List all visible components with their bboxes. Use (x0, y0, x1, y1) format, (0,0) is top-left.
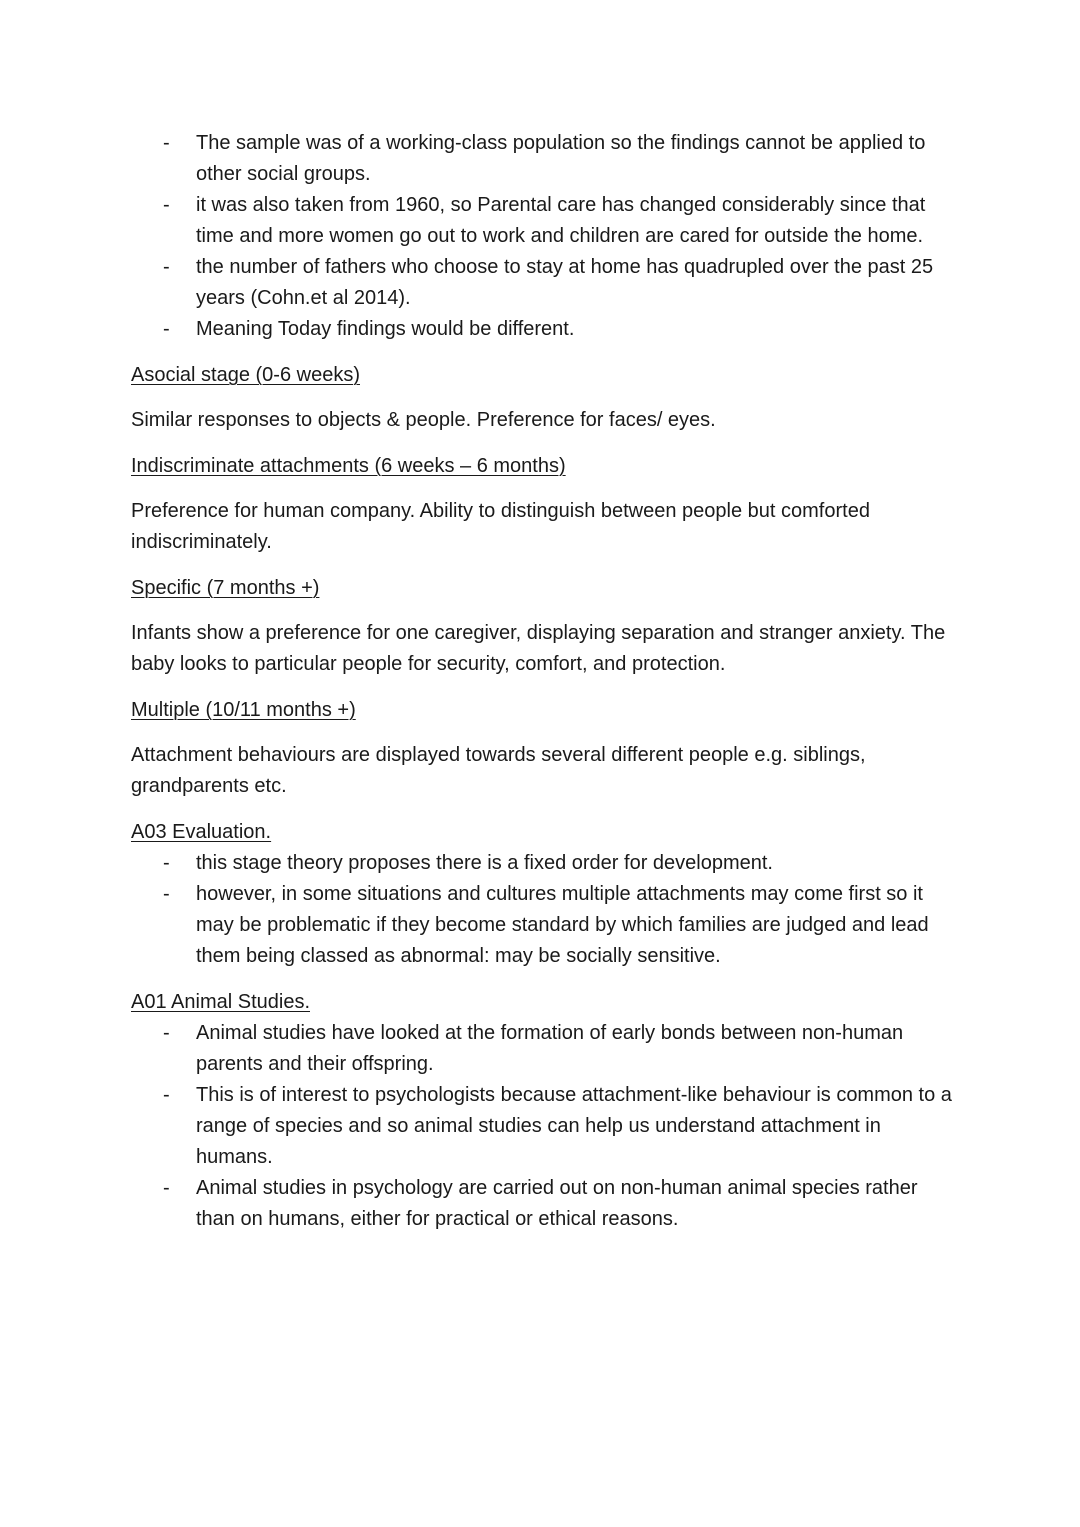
bullet-dash: - (163, 132, 170, 154)
list-item (163, 848, 960, 879)
list-item (163, 1173, 960, 1235)
bullet-dash: - (163, 1022, 170, 1044)
bullet-dash: - (163, 256, 170, 278)
list-item (163, 252, 960, 314)
animal-studies-bullet-list (131, 1018, 960, 1235)
section-heading-indiscriminate: Indiscriminate attachments (6 weeks – 6 months) (131, 455, 566, 477)
bullet-dash: - (163, 194, 170, 216)
intro-bullet-list (131, 128, 960, 345)
list-item (163, 190, 960, 252)
section-heading-asocial: Asocial stage (0-6 weeks) (131, 364, 360, 386)
list-item-text: the number of fathers who choose to stay at home has quadrupled over the past 25 years (Cohn.et al 2014). (196, 256, 934, 309)
list-item-text: Animal studies have looked at the formation of early bonds between non-human parents and their offspring. (196, 1022, 904, 1075)
section-heading-animal-studies: A01 Animal Studies. (131, 991, 310, 1013)
list-item-text: Meaning Today findings would be different. (196, 318, 575, 340)
list-item-text: it was also taken from 1960, so Parental care has changed considerably since that time and more women go out to work and children are cared for outside the home. (196, 194, 926, 247)
section-text-multiple: Attachment behaviours are displayed towards several different people e.g. siblings, grandparents etc. (131, 744, 866, 797)
bullet-dash: - (163, 318, 170, 340)
bullet-dash: - (163, 1084, 170, 1106)
list-item-text: this stage theory proposes there is a fixed order for development. (196, 852, 773, 874)
bullet-dash: - (163, 883, 170, 905)
bullet-dash: - (163, 1177, 170, 1199)
section-heading-specific: Specific (7 months +) (131, 577, 320, 599)
section-text-indiscriminate: Preference for human company. Ability to distinguish between people but comforted indiscriminately. (131, 500, 870, 553)
section-heading-evaluation: A03 Evaluation. (131, 821, 272, 843)
list-item (163, 314, 960, 345)
list-item-text: however, in some situations and cultures multiple attachments may come first so it may be problematic if they become standard by which families are judged and lead them being classed as abnormal: may be socially sensitive. (196, 883, 929, 967)
section-text-asocial: Similar responses to objects & people. Preference for faces/ eyes. (131, 409, 716, 431)
list-item-text: Animal studies in psychology are carried out on non-human animal species rather than on humans, either for practical or ethical reasons. (196, 1177, 918, 1230)
section-text-specific: Infants show a preference for one caregiver, displaying separation and stranger anxiety. The baby looks to particular people for security, comfort, and protection. (131, 622, 946, 675)
evaluation-bullet-list (131, 848, 960, 972)
list-item (163, 1080, 960, 1173)
list-item (163, 879, 960, 972)
list-item-text: This is of interest to psychologists because attachment-like behaviour is common to a range of species and so animal studies can help us understand attachment in humans. (196, 1084, 952, 1168)
list-item (163, 1018, 960, 1080)
bullet-dash: - (163, 852, 170, 874)
list-item (163, 128, 960, 190)
section-heading-multiple: Multiple (10/11 months +) (131, 699, 356, 721)
list-item-text: The sample was of a working-class population so the findings cannot be applied to other social groups. (196, 132, 926, 185)
